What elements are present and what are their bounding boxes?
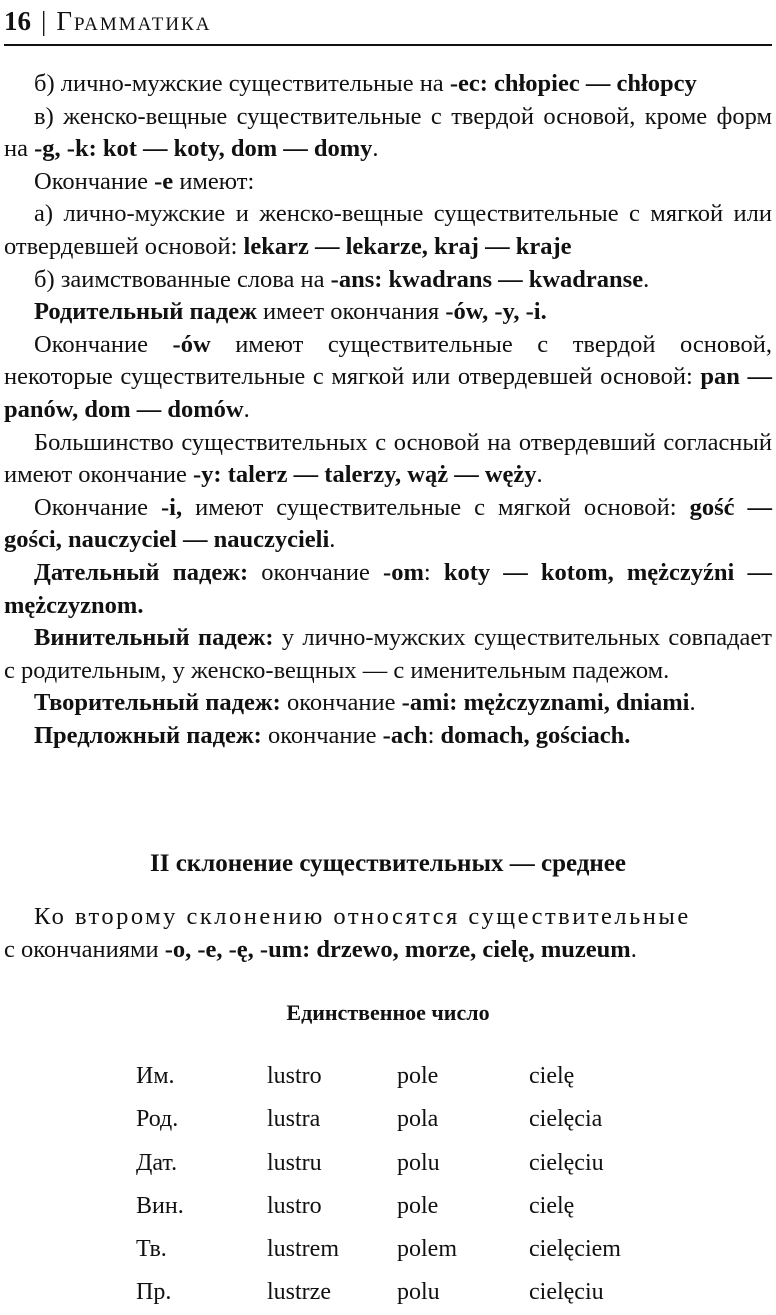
bold-text: gość — gości, nauczyciel — nauczycieli bbox=[4, 493, 772, 554]
intro-spaced-text: Ко второму склонению относятся существительные bbox=[34, 903, 691, 930]
table-row bbox=[136, 1185, 679, 1228]
bold-text: koty — kotom, mężczyźni — mężczyznom. bbox=[4, 558, 772, 619]
text-run: окончание bbox=[248, 558, 384, 586]
bold-text: -e bbox=[154, 167, 174, 195]
table-title: Единственное число bbox=[286, 1000, 490, 1025]
noun-form: lustru bbox=[267, 1149, 322, 1176]
intro-rest-text bbox=[4, 936, 637, 963]
text-run: имеют: bbox=[173, 167, 255, 195]
text-run: : bbox=[423, 558, 444, 586]
bold-text: -om bbox=[383, 558, 424, 586]
paragraph bbox=[4, 687, 772, 720]
text-run: . bbox=[243, 395, 250, 423]
text-run: Окончание bbox=[34, 330, 173, 358]
paragraph bbox=[4, 622, 772, 687]
paragraph bbox=[4, 166, 772, 199]
page-header bbox=[4, 4, 772, 46]
declension-table bbox=[136, 1055, 679, 1315]
page-number: 16 bbox=[4, 6, 31, 36]
bold-text: -ec: chłopiec — chłopcy bbox=[449, 70, 697, 97]
bold-text: -i, bbox=[161, 493, 183, 521]
noun-form: cielęciem bbox=[529, 1236, 621, 1263]
noun-form: cielęciu bbox=[529, 1149, 604, 1176]
text-run: . bbox=[536, 461, 543, 489]
case-label: Род. bbox=[136, 1106, 179, 1133]
bold-text: Винительный падеж: bbox=[34, 624, 274, 652]
text-run: окончание bbox=[261, 721, 383, 749]
bold-text: domach, gościach. bbox=[440, 721, 631, 749]
text-run: . bbox=[372, 135, 379, 163]
noun-form: polu bbox=[397, 1149, 440, 1176]
text-run: имеют существительные с мягкой основой: bbox=[182, 493, 690, 521]
bold-text: Предложный падеж: bbox=[34, 721, 262, 749]
noun-form: pole bbox=[397, 1192, 439, 1219]
text-run: . bbox=[329, 526, 336, 554]
text-run: а) лично-мужские и женско-вещные существительные с мягкой или отвердевшей основой: bbox=[4, 200, 772, 260]
case-label: Дат. bbox=[136, 1149, 178, 1176]
noun-form: cielę bbox=[529, 1063, 575, 1089]
table-row bbox=[136, 1142, 679, 1185]
bold-text: -o, -e, -ę, -um: drzewo, morze, cielę, muzeum bbox=[164, 936, 631, 963]
bold-text: -ów bbox=[172, 330, 211, 358]
text-run: окончание bbox=[280, 689, 402, 717]
noun-form: lustrze bbox=[267, 1279, 331, 1306]
paragraph bbox=[4, 198, 772, 263]
paragraph bbox=[4, 557, 772, 622]
text-run: у лично-мужских существительных совпадает с родительным, у женско-вещных — с именительным падежом. bbox=[4, 624, 772, 684]
bold-text: -ach bbox=[382, 721, 428, 749]
text-run: Окончание bbox=[34, 493, 162, 521]
noun-form: cielę bbox=[529, 1192, 575, 1219]
section-heading: II склонение существительных — среднее bbox=[149, 850, 626, 877]
paragraph bbox=[4, 264, 772, 297]
bold-text: pan — panów, dom — domów bbox=[4, 363, 772, 423]
paragraph bbox=[4, 720, 772, 753]
bold-text: -ami: mężczyznami, dniami bbox=[401, 689, 690, 717]
text-run: . bbox=[643, 265, 650, 293]
paragraph bbox=[4, 427, 772, 492]
text-run: в) женско-вещные существительные с твердой основой, кроме форм на bbox=[4, 102, 772, 163]
paragraph bbox=[4, 101, 772, 166]
bold-text: Творительный падеж: bbox=[34, 689, 281, 717]
noun-form: lustro bbox=[267, 1192, 322, 1219]
bold-text: Дательный падеж: bbox=[34, 558, 249, 586]
table-row bbox=[136, 1055, 679, 1098]
noun-form: pole bbox=[397, 1063, 439, 1089]
text-run: Окончание bbox=[34, 167, 155, 195]
noun-form: lustra bbox=[267, 1106, 321, 1133]
case-label: Вин. bbox=[136, 1192, 184, 1219]
text-run: б) лично-мужские существительные на bbox=[34, 70, 450, 97]
running-title: Грамматика bbox=[56, 6, 212, 36]
noun-form: lustro bbox=[267, 1063, 322, 1089]
bold-text: -g, -k: kot — koty, dom — domy bbox=[34, 135, 373, 163]
noun-form: pola bbox=[397, 1106, 439, 1133]
noun-form: polu bbox=[397, 1279, 440, 1306]
text-run: с окончаниями bbox=[4, 936, 165, 963]
noun-form: cielęciu bbox=[529, 1279, 604, 1306]
text-run: имеют существительные с твердой основой, некоторые существительные с мягкой или отвердевшей основой: bbox=[4, 330, 772, 391]
body-text bbox=[4, 68, 772, 752]
bold-text: -ans: kwadrans — kwadranse bbox=[330, 265, 644, 293]
text-run: Большинство существительных с основой на отвердевший согласный имеют окончание bbox=[4, 428, 772, 489]
text-run: . bbox=[630, 936, 637, 963]
table-row bbox=[136, 1228, 679, 1271]
paragraph bbox=[4, 492, 772, 557]
paragraph bbox=[4, 296, 772, 329]
noun-form: cielęcia bbox=[529, 1106, 603, 1133]
bold-text: -ów, -y, -i. bbox=[445, 298, 547, 326]
section-intro bbox=[4, 900, 772, 966]
paragraph bbox=[4, 68, 772, 101]
text-run: б) заимствованные слова на bbox=[34, 265, 331, 293]
paragraph bbox=[4, 329, 772, 427]
case-label: Им. bbox=[136, 1063, 175, 1089]
bold-text: lekarz — lekarze, kraj — kraje bbox=[243, 232, 572, 260]
text-run: : bbox=[427, 721, 441, 749]
text-run: имеет окончания bbox=[256, 298, 446, 326]
case-label: Тв. bbox=[136, 1236, 167, 1263]
bold-text: -y: talerz — talerzy, wąż — węży bbox=[193, 461, 537, 489]
noun-form: polem bbox=[397, 1236, 457, 1263]
intro-paragraph bbox=[4, 900, 772, 966]
text-run: . bbox=[689, 689, 696, 717]
header-separator: | bbox=[41, 6, 47, 36]
table-row bbox=[136, 1098, 679, 1141]
case-label: Пр. bbox=[136, 1279, 172, 1306]
bold-text: Родительный падеж bbox=[34, 298, 257, 326]
noun-form: lustrem bbox=[267, 1236, 339, 1263]
table-row bbox=[136, 1271, 679, 1314]
